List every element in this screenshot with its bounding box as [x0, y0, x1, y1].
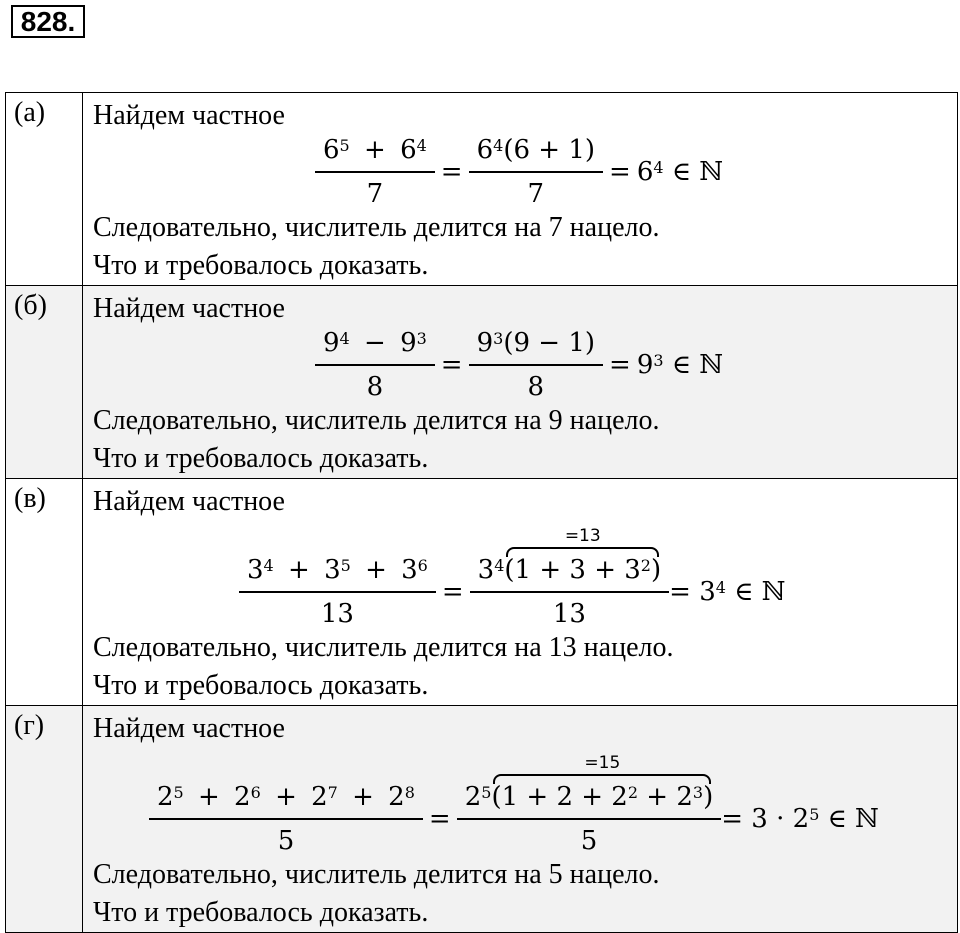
fraction-left: $\frac{9^4 - 9^3}{8}$ — [319, 324, 431, 406]
qed-text: Что и требовалось доказать. — [93, 670, 429, 701]
intro-text: Найдем частное — [93, 486, 285, 517]
result: = $3 \cdot 2^5$ ∈ ℕ — [721, 804, 879, 834]
intro-text: Найдем частное — [93, 713, 285, 744]
conclusion-text: Следовательно, числитель делится на 5 нацело. — [93, 859, 660, 890]
conclusion-text: Следовательно, числитель делится на 13 нацело. — [93, 632, 674, 663]
conclusion-text: Следовательно, числитель делится на 9 нацело. — [93, 405, 660, 436]
intro-text: Найдем частное — [93, 293, 285, 324]
equation: $\frac{2^5 + 2^6 + 2^7 + 2^8}{5}$ = $2^5$ =15 $(1 + 2 + 2^2 + 2^3)$ 5 = $3 \cdot 2^5$ ∈ ℕ — [93, 748, 957, 856]
row-body — [83, 706, 958, 933]
fraction-left: $\frac{6^5 + 6^4}{7}$ — [319, 131, 431, 213]
row-body — [83, 93, 958, 286]
row-label: (г) — [6, 706, 83, 933]
solution-row-g — [6, 706, 958, 933]
brace-label: =15 — [584, 753, 621, 773]
fraction-right: $3^4$ =13 $(1 + 3 + 3^2)$ 13 — [474, 551, 665, 633]
overbrace: =15 $(1 + 2 + 2^2 + 2^3)$ — [491, 778, 713, 816]
row-body — [83, 479, 958, 706]
fraction-right: $\frac{6^4(6 + 1)}{7}$ — [473, 131, 599, 213]
qed-text: Что и требовалось доказать. — [93, 443, 429, 474]
equation: $\frac{9^4 - 9^3}{8}$ = $\frac{9^3(9 - 1)}{8}$ = $9^3$ ∈ ℕ — [93, 328, 957, 402]
result: = $3^4$ ∈ ℕ — [669, 577, 786, 607]
qed-text: Что и требовалось доказать. — [93, 250, 429, 281]
brace-label: =13 — [564, 526, 601, 546]
qed-text: Что и требовалось доказать. — [93, 897, 429, 928]
result: $9^3$ ∈ ℕ — [636, 350, 724, 380]
overbrace: =13 $(1 + 3 + 3^2)$ — [504, 551, 661, 589]
problem-number: 828. — [11, 5, 85, 38]
intro-text: Найдем частное — [93, 100, 285, 131]
solution-row-a — [6, 93, 958, 286]
row-body — [83, 286, 958, 479]
fraction-right: $2^5$ =15 $(1 + 2 + 2^2 + 2^3)$ 5 — [461, 778, 718, 860]
equation: $\frac{6^5 + 6^4}{7}$ = $\frac{6^4(6 + 1)}{7}$ = $6^4$ ∈ ℕ — [93, 135, 957, 209]
fraction-right: $\frac{9^3(9 - 1)}{8}$ — [473, 324, 599, 406]
fraction-left: $\frac{3^4 + 3^5 + 3^6}{13}$ — [243, 551, 432, 633]
row-label: (а) — [6, 93, 83, 286]
fraction-left: $\frac{2^5 + 2^6 + 2^7 + 2^8}{5}$ — [153, 778, 419, 860]
result: $6^4$ ∈ ℕ — [636, 157, 724, 187]
solution-row-b — [6, 286, 958, 479]
row-label: (в) — [6, 479, 83, 706]
solution-row-v — [6, 479, 958, 706]
row-label: (б) — [6, 286, 83, 479]
conclusion-text: Следовательно, числитель делится на 7 нацело. — [93, 212, 660, 243]
solution-table — [5, 92, 958, 933]
equation: $\frac{3^4 + 3^5 + 3^6}{13}$ = $3^4$ =13 $(1 + 3 + 3^2)$ 13 = $3^4$ ∈ ℕ — [93, 521, 957, 629]
